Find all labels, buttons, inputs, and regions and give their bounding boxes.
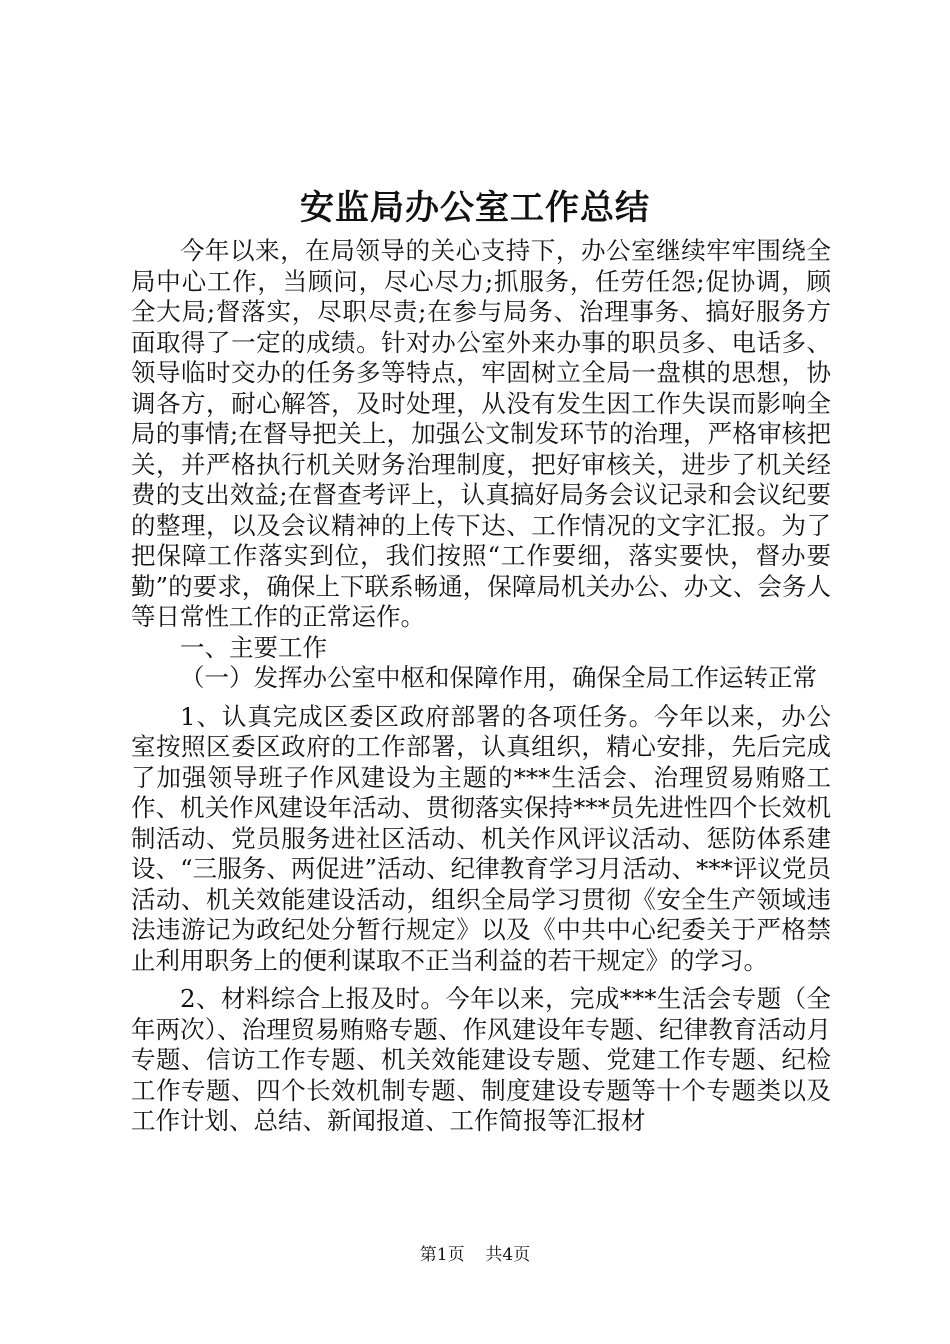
subsection-heading: （一）发挥办公室中枢和保障作用，确保全局工作运转正常 [180,663,817,692]
page-number: 第1页 [419,1245,465,1265]
section-heading: 一、主要工作 [180,632,327,662]
document-body [131,236,831,1137]
document-title: 安监局办公室工作总结 [300,188,650,228]
paragraph-intro: 今年以来，在局领导的关心支持下，办公室继续牢牢围绕全局中心工作，当顾问，尽心尽力;抓服务，任劳任怨;促协调，顾全大局;督落实，尽职尽责;在参与局务、治理事务、搞好服务方面取得了一定的成绩。针对办公室外来办事的职员多、电话多、领导临时交办的任务多等特点，牢固树立全局一盘棋的思想，协调各方，耐心解答，及时处理，从没有发生因工作失误而影响全局的事情;在督导把关上，加强公文制发环节的治理，严格审核把关，并严格执行机关财务治理制度，把好审核关，进步了机关经费的支出效益;在督查考评上，认真搞好局务会议记录和会议纪要的整理，以及会议精神的上传下达、工作情况的文字汇报。为了把保障工作落实到位，我们按照“工作要细，落实要快，督办要勤”的要求，确保上下联系畅通，保障局机关办公、办文、会务人等日常性工作的正常运作。 [131,236,831,631]
paragraph-item-1: 1、认真完成区委区政府部署的各项任务。今年以来，办公室按照区委区政府的工作部署，认真组织，精心安排，先后完成了加强领导班子作风建设为主题的***生活会、治理贸易贿赂工作、机关作风建设年活动、贯彻落实保持***员先进性四个长效机制活动、党员服务进社区活动、机关作风评议活动、惩防体系建设、“三服务、两促进”活动、纪律教育学习月活动、***评议党员活动、机关效能建设活动，组织全局学习贯彻《安全生产领域违法违游记为政纪处分暂行规定》以及《中共中心纪委关于严格禁止利用职务上的便利谋取不正当利益的若干规定》的学习。 [131,701,831,975]
page-footer [0,1243,950,1267]
page-total: 共4页 [485,1245,531,1265]
paragraph-item-2: 2、材料综合上报及时。今年以来，完成***生活会专题（全年两次）、治理贸易贿赂专题、作风建设年专题、纪律教育活动月专题、信访工作专题、机关效能建设专题、党建工作专题、纪检工作专题、四个长效机制专题、制度建设专题等十个专题类以及工作计划、总结、新闻报道、工作简报等汇报材 [131,984,831,1135]
